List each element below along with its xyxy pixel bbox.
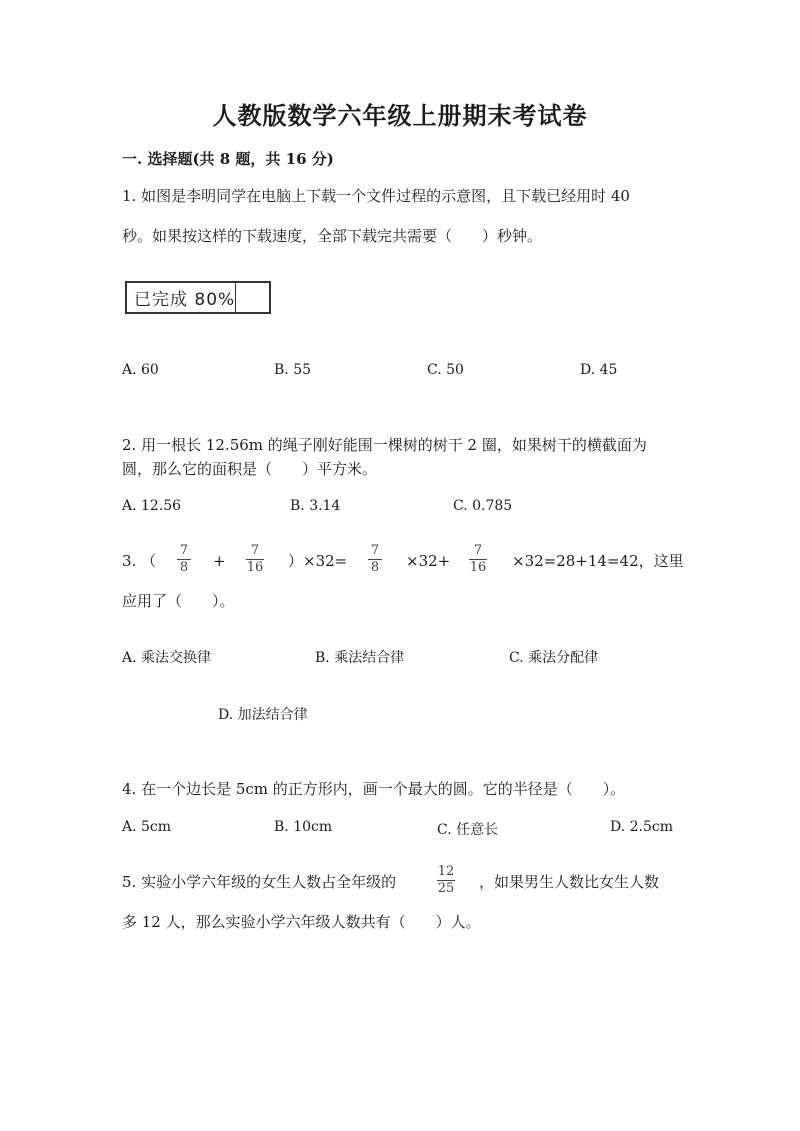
question-2-line-1: 2. 用一根长 12.56m 的绳子刚好能围一棵树的树干 2 圈，如果树干的横截面为 xyxy=(122,436,647,454)
fraction-7-16-second xyxy=(469,544,487,575)
fraction-12-25 xyxy=(437,865,455,896)
question-3-option-c: C. 乘法分配律 xyxy=(509,650,599,666)
question-4-line-1: 4. 在一个边长是 5cm 的正方形内，画一个最大的圆。它的半径是（ ）。 xyxy=(122,780,626,798)
fraction-7-8-second xyxy=(368,544,382,575)
question-3-prefix: 3. （ xyxy=(122,552,157,570)
question-3-plus: + xyxy=(213,552,226,570)
fraction-numerator: 7 xyxy=(179,543,189,558)
question-2-line-2: 圆，那么它的面积是（ ）平方米。 xyxy=(122,460,378,478)
question-2-option-b: B. 3.14 xyxy=(290,498,341,514)
fraction-denominator: 25 xyxy=(437,881,455,896)
question-1-option-b: B. 55 xyxy=(274,362,312,378)
page-title: 人教版数学六年级上册期末考试卷 xyxy=(212,101,588,130)
fraction-numerator: 7 xyxy=(370,543,380,558)
fraction-numerator: 7 xyxy=(473,543,483,558)
question-3-option-a: A. 乘法交换律 xyxy=(122,650,212,666)
question-4-option-a: A. 5cm xyxy=(122,819,172,835)
question-1-line-2: 秒。如果按这样的下载速度，全部下载完共需要（ ）秒钟。 xyxy=(122,227,543,245)
question-4-option-b: B. 10cm xyxy=(274,819,333,835)
question-3-option-d: D. 加法结合律 xyxy=(218,707,308,723)
fraction-denominator: 8 xyxy=(179,560,189,575)
progress-divider xyxy=(235,283,236,312)
question-3-mid-1: ）×32= xyxy=(288,552,348,570)
question-1-option-c: C. 50 xyxy=(427,362,464,378)
fraction-denominator: 16 xyxy=(469,560,487,575)
fraction-numerator: 12 xyxy=(437,864,455,879)
question-5-prefix: 5. 实验小学六年级的女生人数占全年级的 xyxy=(122,873,397,891)
question-3-option-b: B. 乘法结合律 xyxy=(315,650,405,666)
progress-label: 已完成 80% xyxy=(134,290,236,310)
fraction-numerator: 7 xyxy=(250,543,260,558)
question-2-option-a: A. 12.56 xyxy=(122,498,182,514)
question-1-option-a: A. 60 xyxy=(122,362,159,378)
question-1-line-1: 1. 如图是李明同学在电脑上下载一个文件过程的示意图，且下载已经用时 40 xyxy=(122,187,630,205)
question-3-mid-2: ×32+ xyxy=(406,552,451,570)
question-4-option-c: C. 任意长 xyxy=(437,822,499,838)
fraction-7-8-first xyxy=(177,544,191,575)
question-2-option-c: C. 0.785 xyxy=(453,498,513,514)
question-5-line-2: 多 12 人，那么实验小学六年级人数共有（ ）人。 xyxy=(122,913,481,931)
section-heading: 一. 选择题(共 8 题，共 16 分) xyxy=(122,150,334,168)
question-3-line-2: 应用了（ ）。 xyxy=(122,592,235,610)
fraction-7-16-first xyxy=(246,544,264,575)
question-1-option-d: D. 45 xyxy=(580,362,618,378)
download-progress-figure xyxy=(125,281,271,314)
fraction-denominator: 8 xyxy=(370,560,380,575)
question-4-option-d: D. 2.5cm xyxy=(610,819,674,835)
fraction-denominator: 16 xyxy=(246,560,264,575)
question-5-suffix: ，如果男生人数比女生人数 xyxy=(479,873,660,891)
question-3-suffix: ×32=28+14=42，这里 xyxy=(512,552,684,570)
